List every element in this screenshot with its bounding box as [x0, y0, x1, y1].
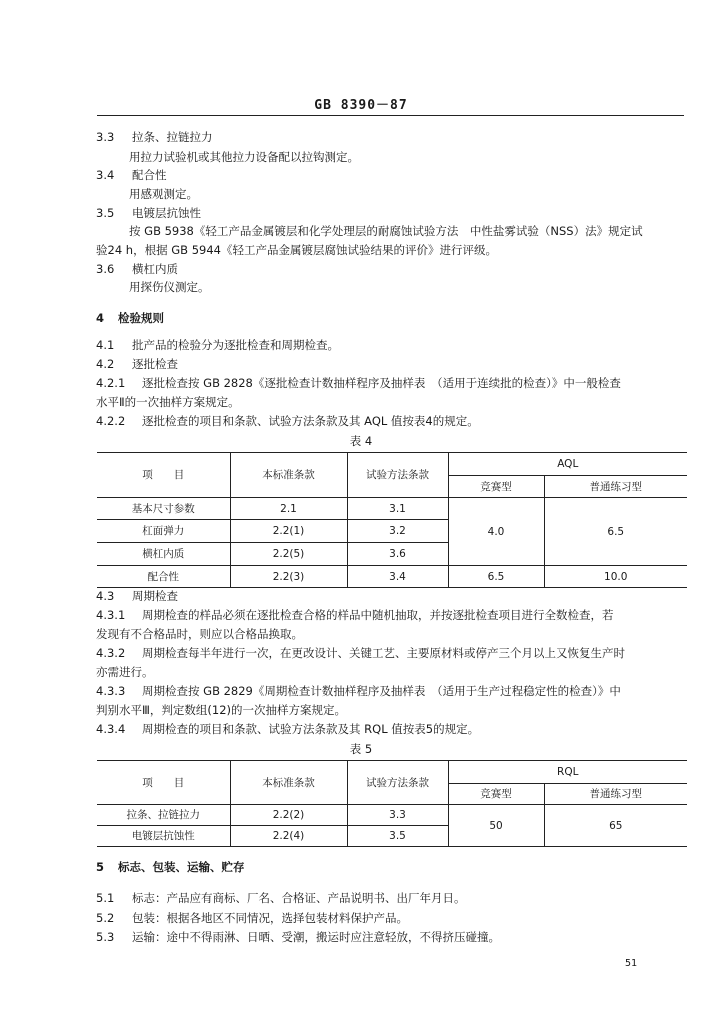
clause-3-5-text-line2: 验24 h，根据 GB 5944《轻工产品金属镀层腐蚀试验结果的评价》进行评级。 — [96, 243, 497, 257]
header-aql: AQL — [448, 453, 687, 476]
cell-item: 基本尺寸参数 — [97, 498, 230, 520]
cell-aql-competition: 6.5 — [448, 566, 544, 588]
section-number: 4 — [96, 311, 105, 325]
clause-text: 运输：途中不得雨淋、日晒、受潮，搬运时应注意轻放，不得挤压碰撞。 — [132, 930, 500, 944]
clause-3-6-text: 用探伤仪测定。 — [129, 280, 210, 294]
header-method: 试验方法条款 — [347, 761, 448, 805]
cell-clause: 2.2(2) — [230, 805, 347, 826]
clause-4-3-2 — [96, 646, 625, 660]
clause-number: 5.1 — [96, 891, 115, 905]
clause-number: 4.2.1 — [96, 376, 126, 390]
clause-text: 逐批检查的项目和条款、试验方法条款及其 AQL 值按表4的规定。 — [142, 414, 479, 428]
clause-3-4-text: 用感观测定。 — [129, 187, 198, 201]
clause-number: 3.4 — [96, 168, 115, 182]
clause-number: 4.3 — [96, 589, 115, 603]
cell-clause: 2.2(3) — [230, 566, 347, 588]
table-row — [97, 805, 687, 826]
cell-clause: 2.1 — [230, 498, 347, 520]
section-title: 标志、包装、运输、贮存 — [118, 860, 245, 874]
section-title: 检验规则 — [118, 311, 164, 325]
header-rql: RQL — [448, 761, 687, 784]
table-5-caption: 表 5 — [349, 742, 373, 756]
table-row — [97, 498, 687, 520]
cell-clause: 2.2(1) — [230, 520, 347, 543]
clause-number: 4.3.4 — [96, 722, 126, 736]
cell-aql-practice: 6.5 — [544, 498, 687, 566]
cell-clause: 2.2(5) — [230, 543, 347, 566]
clause-text: 周期检查按 GB 2829《周期检查计数抽样程序及抽样表 （适用于生产过程稳定性的检查）》中 — [142, 684, 621, 698]
table-5 — [97, 760, 687, 847]
cell-item: 配合性 — [97, 566, 230, 588]
section-number: 5 — [96, 860, 105, 874]
header-rule — [97, 115, 684, 116]
clause-4-3-1-cont: 发现有不合格品时，则应以合格品换取。 — [96, 627, 303, 641]
table-row — [97, 566, 687, 588]
clause-3-3-title — [96, 130, 213, 144]
clause-number: 4.1 — [96, 338, 115, 352]
clause-4-3 — [96, 589, 178, 603]
header-item: 项 目 — [97, 453, 230, 498]
cell-method: 3.6 — [347, 543, 448, 566]
clause-text: 周期检查每半年进行一次，在更改设计、关键工艺、主要原材料或停产三个月以上又恢复生产时 — [142, 646, 625, 660]
clause-text: 包装：根据各地区不同情况，选择包装材料保护产品。 — [132, 911, 408, 925]
clause-text: 标志：产品应有商标、厂名、合格证、产品说明书、出厂年月日。 — [132, 891, 466, 905]
clause-4-2-1-cont: 水平Ⅱ的一次抽样方案规定。 — [96, 395, 240, 409]
clause-4-3-3-cont: 判别水平Ⅲ，判定数组(12)的一次抽样方案规定。 — [96, 703, 347, 717]
clause-title: 配合性 — [132, 168, 167, 182]
clause-number: 3.6 — [96, 262, 115, 276]
clause-text: 逐批检查按 GB 2828《逐批检查计数抽样程序及抽样表 （适用于连续批的检查）》中一般检查 — [142, 376, 621, 390]
cell-method: 3.3 — [347, 805, 448, 826]
clause-4-2-1 — [96, 376, 621, 390]
header-competition: 竞赛型 — [448, 476, 544, 498]
clause-3-3-text: 用拉力试验机或其他拉力设备配以拉钩测定。 — [129, 150, 359, 164]
header-competition: 竞赛型 — [448, 784, 544, 805]
header-practice: 普通练习型 — [544, 784, 687, 805]
standard-number-header: GB 8390－87 — [314, 98, 408, 113]
cell-aql-competition: 4.0 — [448, 498, 544, 566]
clause-3-5-title — [96, 206, 201, 220]
clause-number: 4.3.3 — [96, 684, 126, 698]
cell-method: 3.5 — [347, 826, 448, 847]
header-practice: 普通练习型 — [544, 476, 687, 498]
header-clause: 本标准条款 — [230, 761, 347, 805]
clause-number: 5.2 — [96, 911, 115, 925]
cell-method: 3.1 — [347, 498, 448, 520]
section-4-heading — [96, 311, 164, 325]
clause-4-2-2 — [96, 414, 479, 428]
clause-4-3-4 — [96, 722, 479, 736]
clause-5-3 — [96, 930, 500, 944]
header-clause: 本标准条款 — [230, 453, 347, 498]
clause-4-3-3 — [96, 684, 621, 698]
clause-4-3-1 — [96, 608, 614, 622]
section-5-heading — [96, 860, 245, 874]
clause-number: 5.3 — [96, 930, 115, 944]
header-item: 项 目 — [97, 761, 230, 805]
clause-4-1 — [96, 338, 339, 352]
clause-5-2 — [96, 911, 408, 925]
clause-text: 周期检查 — [132, 589, 178, 603]
table-4-caption: 表 4 — [349, 434, 373, 448]
clause-4-2 — [96, 357, 178, 371]
page-number: 51 — [625, 958, 638, 969]
cell-item: 横杠内质 — [97, 543, 230, 566]
clause-text: 逐批检查 — [132, 357, 178, 371]
clause-text: 周期检查的样品必须在逐批检查合格的样品中随机抽取，并按逐批检查项目进行全数检查，若 — [142, 608, 614, 622]
clause-text: 批产品的检验分为逐批检查和周期检查。 — [132, 338, 339, 352]
clause-number: 4.2 — [96, 357, 115, 371]
cell-method: 3.4 — [347, 566, 448, 588]
clause-5-1 — [96, 891, 466, 905]
clause-number: 4.2.2 — [96, 414, 126, 428]
cell-method: 3.2 — [347, 520, 448, 543]
clause-3-6-title — [96, 262, 178, 276]
clause-number: 4.3.2 — [96, 646, 126, 660]
table-4 — [97, 452, 687, 588]
clause-title: 电镀层抗蚀性 — [132, 206, 201, 220]
cell-rql-competition: 50 — [448, 805, 544, 847]
clause-number: 3.5 — [96, 206, 115, 220]
header-method: 试验方法条款 — [347, 453, 448, 498]
clause-3-5-text-line1: 按 GB 5938《轻工产品金属镀层和化学处理层的耐腐蚀试验方法 中性盐雾试验（NSS）法》规定试 — [129, 224, 643, 238]
clause-text: 周期检查的项目和条款、试验方法条款及其 RQL 值按表5的规定。 — [142, 722, 480, 736]
clause-4-3-2-cont: 亦需进行。 — [96, 665, 154, 679]
cell-clause: 2.2(4) — [230, 826, 347, 847]
clause-3-4-title — [96, 168, 167, 182]
clause-number: 4.3.1 — [96, 608, 126, 622]
cell-item: 拉条、拉链拉力 — [97, 805, 230, 826]
cell-item: 杠面弹力 — [97, 520, 230, 543]
cell-item: 电镀层抗蚀性 — [97, 826, 230, 847]
clause-title: 拉条、拉链拉力 — [132, 130, 213, 144]
cell-aql-practice: 10.0 — [544, 566, 687, 588]
clause-number: 3.3 — [96, 130, 115, 144]
cell-rql-practice: 65 — [544, 805, 687, 847]
clause-title: 横杠内质 — [132, 262, 178, 276]
